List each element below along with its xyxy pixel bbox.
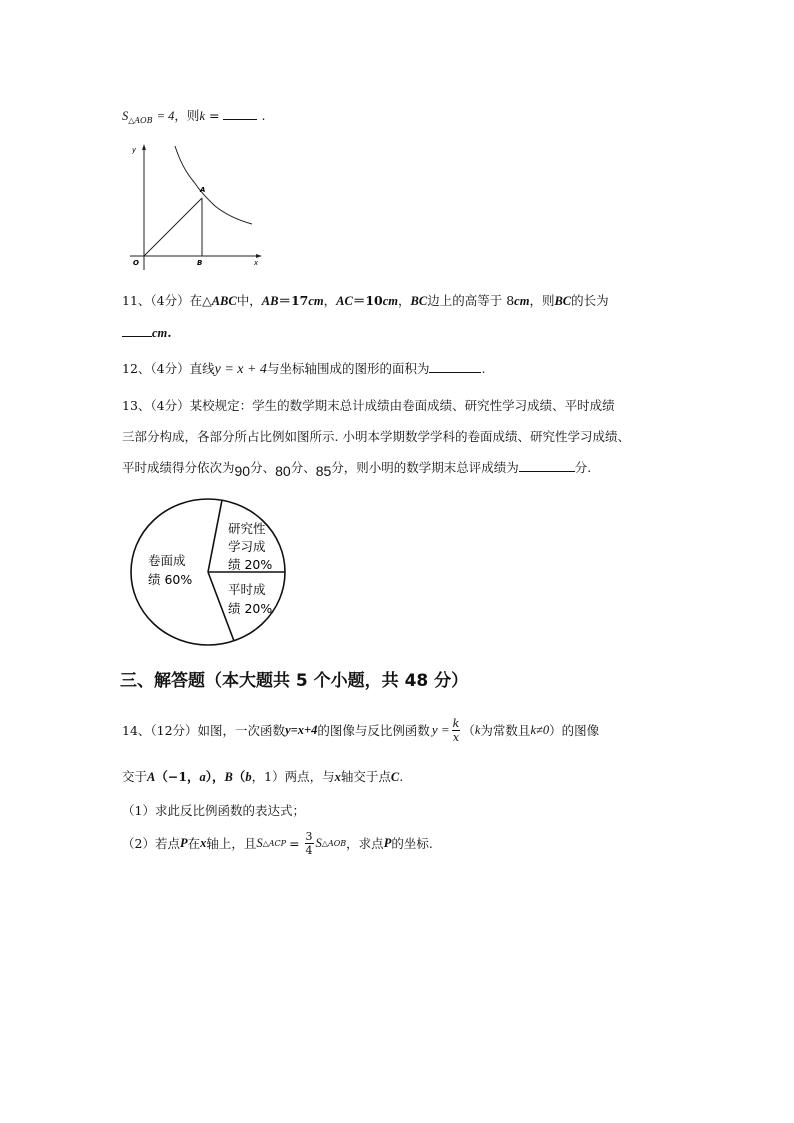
q14-text-3: 为常数且 bbox=[480, 723, 531, 738]
q12-answer-blank bbox=[429, 360, 481, 373]
q14-y-equals: y = bbox=[431, 722, 450, 737]
slice-label-daily-2: 绩 20% bbox=[228, 601, 273, 616]
q14-frac-numerator: k bbox=[452, 716, 460, 730]
q14-coord-b: （ bbox=[232, 769, 246, 784]
q14-coord-a-end: ）， bbox=[205, 769, 225, 784]
score-pie-chart bbox=[130, 497, 290, 649]
then-text: ，则 bbox=[174, 108, 200, 123]
period: . bbox=[261, 108, 266, 123]
q11-text-1: 中， bbox=[236, 293, 262, 308]
q14-k-2: k≠0 bbox=[530, 722, 550, 737]
q14-prefix: 14、（12分）如图，一次函数 bbox=[122, 723, 286, 738]
q14-area-symbol-1: S bbox=[256, 835, 263, 850]
q13-unit-2: 分、 bbox=[290, 460, 316, 475]
q14-part2-text-c: 轴上，且 bbox=[206, 836, 257, 851]
q13-score-3: 85 bbox=[315, 463, 332, 479]
q11-text-2: ＝17 bbox=[278, 293, 309, 308]
q11-ab: AB bbox=[261, 294, 279, 308]
q13-answer-blank bbox=[519, 459, 575, 472]
q12-prefix: 12、（4分）直线 bbox=[122, 361, 215, 376]
q14-text-2: （ bbox=[462, 723, 475, 738]
q14-k-1: k bbox=[474, 722, 481, 737]
q14-fraction-3-4 bbox=[305, 831, 314, 856]
q11-cm-2: cm bbox=[382, 294, 399, 308]
origin-label: O bbox=[133, 259, 139, 267]
q11-unit: cm bbox=[152, 326, 168, 340]
q14-part2-text-e: 的坐标. bbox=[391, 836, 433, 851]
q13-text-b: 分，则小明的数学期末总评成绩为 bbox=[331, 460, 519, 475]
q13-unit-1: 分、 bbox=[250, 460, 276, 475]
q12-formula: y = x + 4 bbox=[214, 362, 267, 377]
q14-fraction bbox=[452, 718, 461, 743]
y-axis-arrow bbox=[142, 144, 146, 150]
q14-point-b: B bbox=[224, 770, 233, 784]
q11-ac: AC bbox=[336, 294, 353, 308]
q14-line2-text-b: 轴交于点 bbox=[340, 769, 391, 784]
q14-area-subscript-2: △AOB bbox=[321, 838, 347, 848]
q14-frac2-denominator: 4 bbox=[305, 843, 313, 857]
question-14-line-1 bbox=[122, 713, 599, 747]
q11-bc: BC bbox=[410, 294, 428, 308]
q14-linear-function: y=x+4 bbox=[285, 722, 318, 737]
q11-cm-1: cm bbox=[308, 294, 324, 308]
q14-frac-denominator: x bbox=[452, 730, 460, 744]
x-axis-label: x bbox=[254, 259, 259, 267]
q14-point-a: A bbox=[147, 770, 156, 784]
q14-point-p-2: P bbox=[383, 835, 392, 850]
area-value: = 4 bbox=[156, 109, 175, 123]
slice-label-daily-1: 平时成 bbox=[228, 582, 266, 597]
slice-label-research-3: 绩 20% bbox=[228, 557, 273, 572]
q14-point-p-1: P bbox=[179, 835, 188, 850]
q14-text-1: 的图像与反比例函数 bbox=[317, 723, 430, 738]
slice-label-exam-2: 绩 60% bbox=[148, 572, 193, 587]
q14-part2-text-b: 在 bbox=[187, 836, 201, 851]
area-condition-line bbox=[122, 106, 265, 125]
point-a-label: A bbox=[200, 186, 206, 194]
section-heading: 三、解答题（本大题共 5 个小题，共 48 分） bbox=[120, 671, 469, 691]
q11-text-7: ，则 bbox=[529, 293, 555, 308]
answer-blank bbox=[223, 107, 257, 120]
k-variable: k bbox=[199, 109, 205, 123]
q11-end: . bbox=[167, 325, 172, 340]
equals-sign: = bbox=[208, 108, 220, 123]
hyperbola-graph bbox=[120, 138, 270, 273]
q13-score-2: 80 bbox=[275, 463, 291, 479]
question-11-line-2 bbox=[122, 324, 172, 341]
question-14-line-2 bbox=[122, 767, 403, 785]
q13-score-1: 90 bbox=[234, 463, 251, 479]
q11-cm-3: cm bbox=[514, 294, 530, 308]
q11-prefix: 11、（4分）在 bbox=[122, 293, 203, 308]
q11-triangle: △ABC bbox=[202, 294, 237, 308]
x-axis-arrow bbox=[256, 254, 262, 258]
q11-text-8: 的长为 bbox=[571, 293, 609, 308]
q14-part2-text-a: （2）若点 bbox=[122, 836, 180, 851]
question-13-line-2: 三部分构成，各部分所占比例如图所示. 小明本学期数学学科的卷面成绩、研究性学习成绩、 bbox=[122, 429, 630, 444]
q13-end: 分. bbox=[574, 460, 592, 475]
q14-area-subscript-1: △ACP bbox=[262, 838, 287, 848]
q14-area-symbol-2: S bbox=[315, 835, 322, 850]
q14-line2-text-a: 交于 bbox=[122, 769, 148, 784]
q14-b-var: b bbox=[245, 770, 252, 784]
q14-a-var: a bbox=[199, 770, 206, 784]
q14-point-c: C bbox=[390, 770, 400, 784]
area-subscript: △AOB bbox=[128, 116, 153, 125]
q14-equals: = bbox=[289, 835, 300, 851]
q12-text: 与坐标轴围成的图形的面积为 bbox=[266, 361, 430, 376]
question-14-part-1: （1）求此反比例函数的表达式； bbox=[122, 803, 305, 818]
q14-text-4: ）的图像 bbox=[549, 723, 600, 738]
slice-label-research-1: 研究性 bbox=[228, 521, 266, 536]
q11-answer-blank bbox=[122, 324, 152, 337]
question-13-line-3 bbox=[122, 458, 592, 479]
question-11-line-1 bbox=[122, 291, 609, 309]
slice-label-exam-1: 卷面成 bbox=[148, 553, 186, 568]
q14-x-var: x bbox=[334, 770, 341, 784]
hyperbola-curve bbox=[175, 146, 252, 224]
point-b-label: B bbox=[197, 259, 203, 267]
y-axis-label: y bbox=[132, 146, 137, 154]
q11-text-3: ， bbox=[323, 293, 337, 308]
q11-bc-2: BC bbox=[554, 294, 572, 308]
q14-line2-end: . bbox=[399, 769, 404, 784]
question-14-part-2 bbox=[122, 825, 433, 861]
area-symbol: S bbox=[122, 109, 129, 123]
q14-frac2-numerator: 3 bbox=[305, 829, 313, 843]
q14-coord-a: （−1， bbox=[155, 769, 200, 784]
q14-x-var-2: x bbox=[200, 835, 207, 850]
question-12 bbox=[122, 359, 485, 378]
q11-text-4: ＝10 bbox=[352, 293, 383, 308]
q14-part2-text-d: ，求点 bbox=[346, 836, 384, 851]
q11-text-5: ， bbox=[398, 293, 411, 308]
q11-text-6: 边上的高等于 8 bbox=[427, 293, 515, 308]
question-13-line-1: 13、（4分）某校规定：学生的数学期末总计成绩由卷面成绩、研究性学习成绩、平时成绩 bbox=[122, 398, 615, 413]
q12-end: . bbox=[481, 361, 486, 376]
q13-text-a: 平时成绩得分依次为 bbox=[122, 460, 235, 475]
q14-coord-b-end: ，1）两点，与 bbox=[251, 769, 335, 784]
slice-label-research-2: 学习成 bbox=[228, 539, 266, 554]
segment-oa bbox=[144, 198, 202, 256]
